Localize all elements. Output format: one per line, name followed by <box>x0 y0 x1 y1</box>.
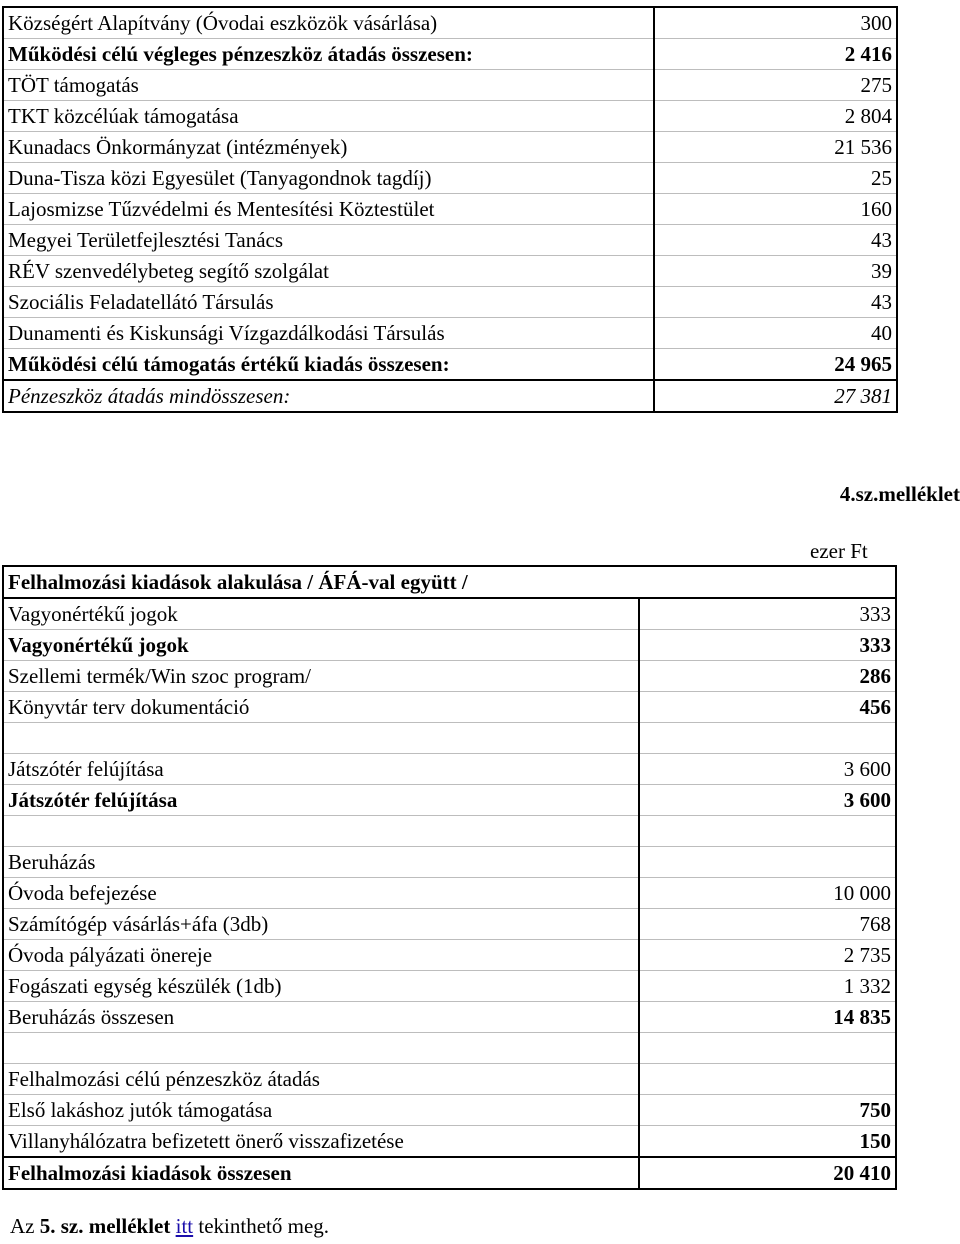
transfers-table-body <box>3 7 897 412</box>
table-row <box>3 1002 896 1033</box>
row-value: 3 600 <box>843 788 892 812</box>
row-label: Vagyonértékű jogok <box>3 598 639 630</box>
table-title: Felhalmozási kiadások alakulása / ÁFÁ-val együtt / <box>8 570 468 594</box>
row-label: Felhalmozási kiadások összesen <box>3 1157 639 1189</box>
row-label: Működési célú támogatás értékű kiadás összesen: <box>3 349 654 381</box>
row-value: 14 835 <box>833 1005 892 1029</box>
row-label: TKT közcélúak támogatása <box>3 101 654 132</box>
footnote-prefix: Az <box>10 1214 40 1238</box>
table-row <box>3 1095 896 1126</box>
table-row <box>3 909 896 940</box>
unit-label: ezer Ft <box>810 539 868 563</box>
row-value: 286 <box>859 664 892 688</box>
row-label <box>3 723 639 754</box>
table-row <box>3 194 897 225</box>
table-row <box>3 380 897 412</box>
annex-label: 4.sz.melléklet <box>839 482 960 506</box>
row-value <box>639 816 896 847</box>
row-label: Kunadacs Önkormányzat (intézmények) <box>3 132 654 163</box>
row-label: Működési célú végleges pénzeszköz átadás összesen: <box>3 39 654 70</box>
row-label <box>3 816 639 847</box>
footnote-link[interactable]: itt <box>175 1214 194 1238</box>
capital-expenditure-table <box>2 565 897 1190</box>
row-label: Első lakáshoz jutók támogatása <box>3 1095 639 1126</box>
table-row <box>3 256 897 287</box>
row-value <box>639 847 896 878</box>
footnote-annex-ref: 5. sz. melléklet <box>39 1214 171 1238</box>
table-row <box>3 101 897 132</box>
row-value: 2 804 <box>844 104 892 128</box>
row-value: 24 965 <box>834 352 892 376</box>
table-row <box>3 661 896 692</box>
table-row <box>3 754 896 785</box>
row-value: 300 <box>860 11 892 35</box>
table-title-row <box>3 566 896 598</box>
row-value: 1 332 <box>843 974 892 998</box>
row-label: Villanyhálózatra befizetett önerő visszafizetése <box>3 1126 639 1158</box>
transfers-table <box>2 6 898 413</box>
table-row <box>3 287 897 318</box>
empty-row <box>3 816 896 847</box>
row-value: 3 600 <box>843 757 892 781</box>
table-row <box>3 39 897 70</box>
table-row <box>3 630 896 661</box>
row-label: Könyvtár terv dokumentáció <box>3 692 639 723</box>
row-value: 275 <box>860 73 892 97</box>
table-row <box>3 163 897 194</box>
table-row <box>3 1126 896 1158</box>
empty-row <box>3 1033 896 1064</box>
footnote <box>10 1214 329 1239</box>
row-value: 456 <box>859 695 892 719</box>
row-label: Községért Alapítvány (Óvodai eszközök vásárlása) <box>3 7 654 39</box>
row-label: Játszótér felújítása <box>3 754 639 785</box>
table-row <box>3 878 896 909</box>
table-row <box>3 785 896 816</box>
table-row <box>3 1064 896 1095</box>
row-label: Duna-Tisza közi Egyesület (Tanyagondnok tagdíj) <box>3 163 654 194</box>
row-label: Játszótér felújítása <box>3 785 639 816</box>
row-value: 333 <box>859 602 892 626</box>
capital-expenditure-table-body <box>3 566 896 1189</box>
table-row <box>3 971 896 1002</box>
table-row <box>3 940 896 971</box>
row-value: 20 410 <box>833 1161 892 1185</box>
row-label: TÖT támogatás <box>3 70 654 101</box>
row-label: Vagyonértékű jogok <box>3 630 639 661</box>
table-row <box>3 225 897 256</box>
row-label: Beruházás összesen <box>3 1002 639 1033</box>
row-label: Dunamenti és Kiskunsági Vízgazdálkodási Társulás <box>3 318 654 349</box>
row-value: 150 <box>859 1129 892 1153</box>
row-label: Számítógép vásárlás+áfa (3db) <box>3 909 639 940</box>
row-value: 10 000 <box>833 881 892 905</box>
row-label <box>3 1033 639 1064</box>
row-value: 43 <box>871 228 892 252</box>
table-row <box>3 692 896 723</box>
empty-row <box>3 723 896 754</box>
row-label: RÉV szenvedélybeteg segítő szolgálat <box>3 256 654 287</box>
row-value: 40 <box>871 321 892 345</box>
row-label: Lajosmizse Tűzvédelmi és Mentesítési Köztestület <box>3 194 654 225</box>
table-row <box>3 1157 896 1189</box>
row-label: Óvoda befejezése <box>3 878 639 909</box>
row-value: 27 381 <box>654 380 897 412</box>
table-row <box>3 132 897 163</box>
row-value: 160 <box>860 197 892 221</box>
row-value: 2 416 <box>844 42 892 66</box>
row-value <box>639 1064 896 1095</box>
row-value: 43 <box>871 290 892 314</box>
row-value <box>639 723 896 754</box>
row-value: 25 <box>871 166 892 190</box>
table-row <box>3 598 896 630</box>
row-label: Szociális Feladatellátó Társulás <box>3 287 654 318</box>
row-label: Felhalmozási célú pénzeszköz átadás <box>3 1064 639 1095</box>
row-value: 768 <box>859 912 892 936</box>
row-value: 2 735 <box>843 943 892 967</box>
table-row <box>3 847 896 878</box>
row-label: Beruházás <box>3 847 639 878</box>
row-label: Fogászati egység készülék (1db) <box>3 971 639 1002</box>
table-row <box>3 70 897 101</box>
table-row <box>3 349 897 381</box>
row-value: 21 536 <box>834 135 892 159</box>
table-row <box>3 318 897 349</box>
row-label: Szellemi termék/Win szoc program/ <box>3 661 639 692</box>
row-value: 39 <box>871 259 892 283</box>
footnote-suffix: tekinthető meg. <box>193 1214 330 1238</box>
row-value: 750 <box>859 1098 892 1122</box>
row-label: Pénzeszköz átadás mindösszesen: <box>3 380 654 412</box>
row-value <box>639 1033 896 1064</box>
row-label: Óvoda pályázati önereje <box>3 940 639 971</box>
table-row <box>3 7 897 39</box>
row-value: 333 <box>859 633 892 657</box>
row-label: Megyei Területfejlesztési Tanács <box>3 225 654 256</box>
